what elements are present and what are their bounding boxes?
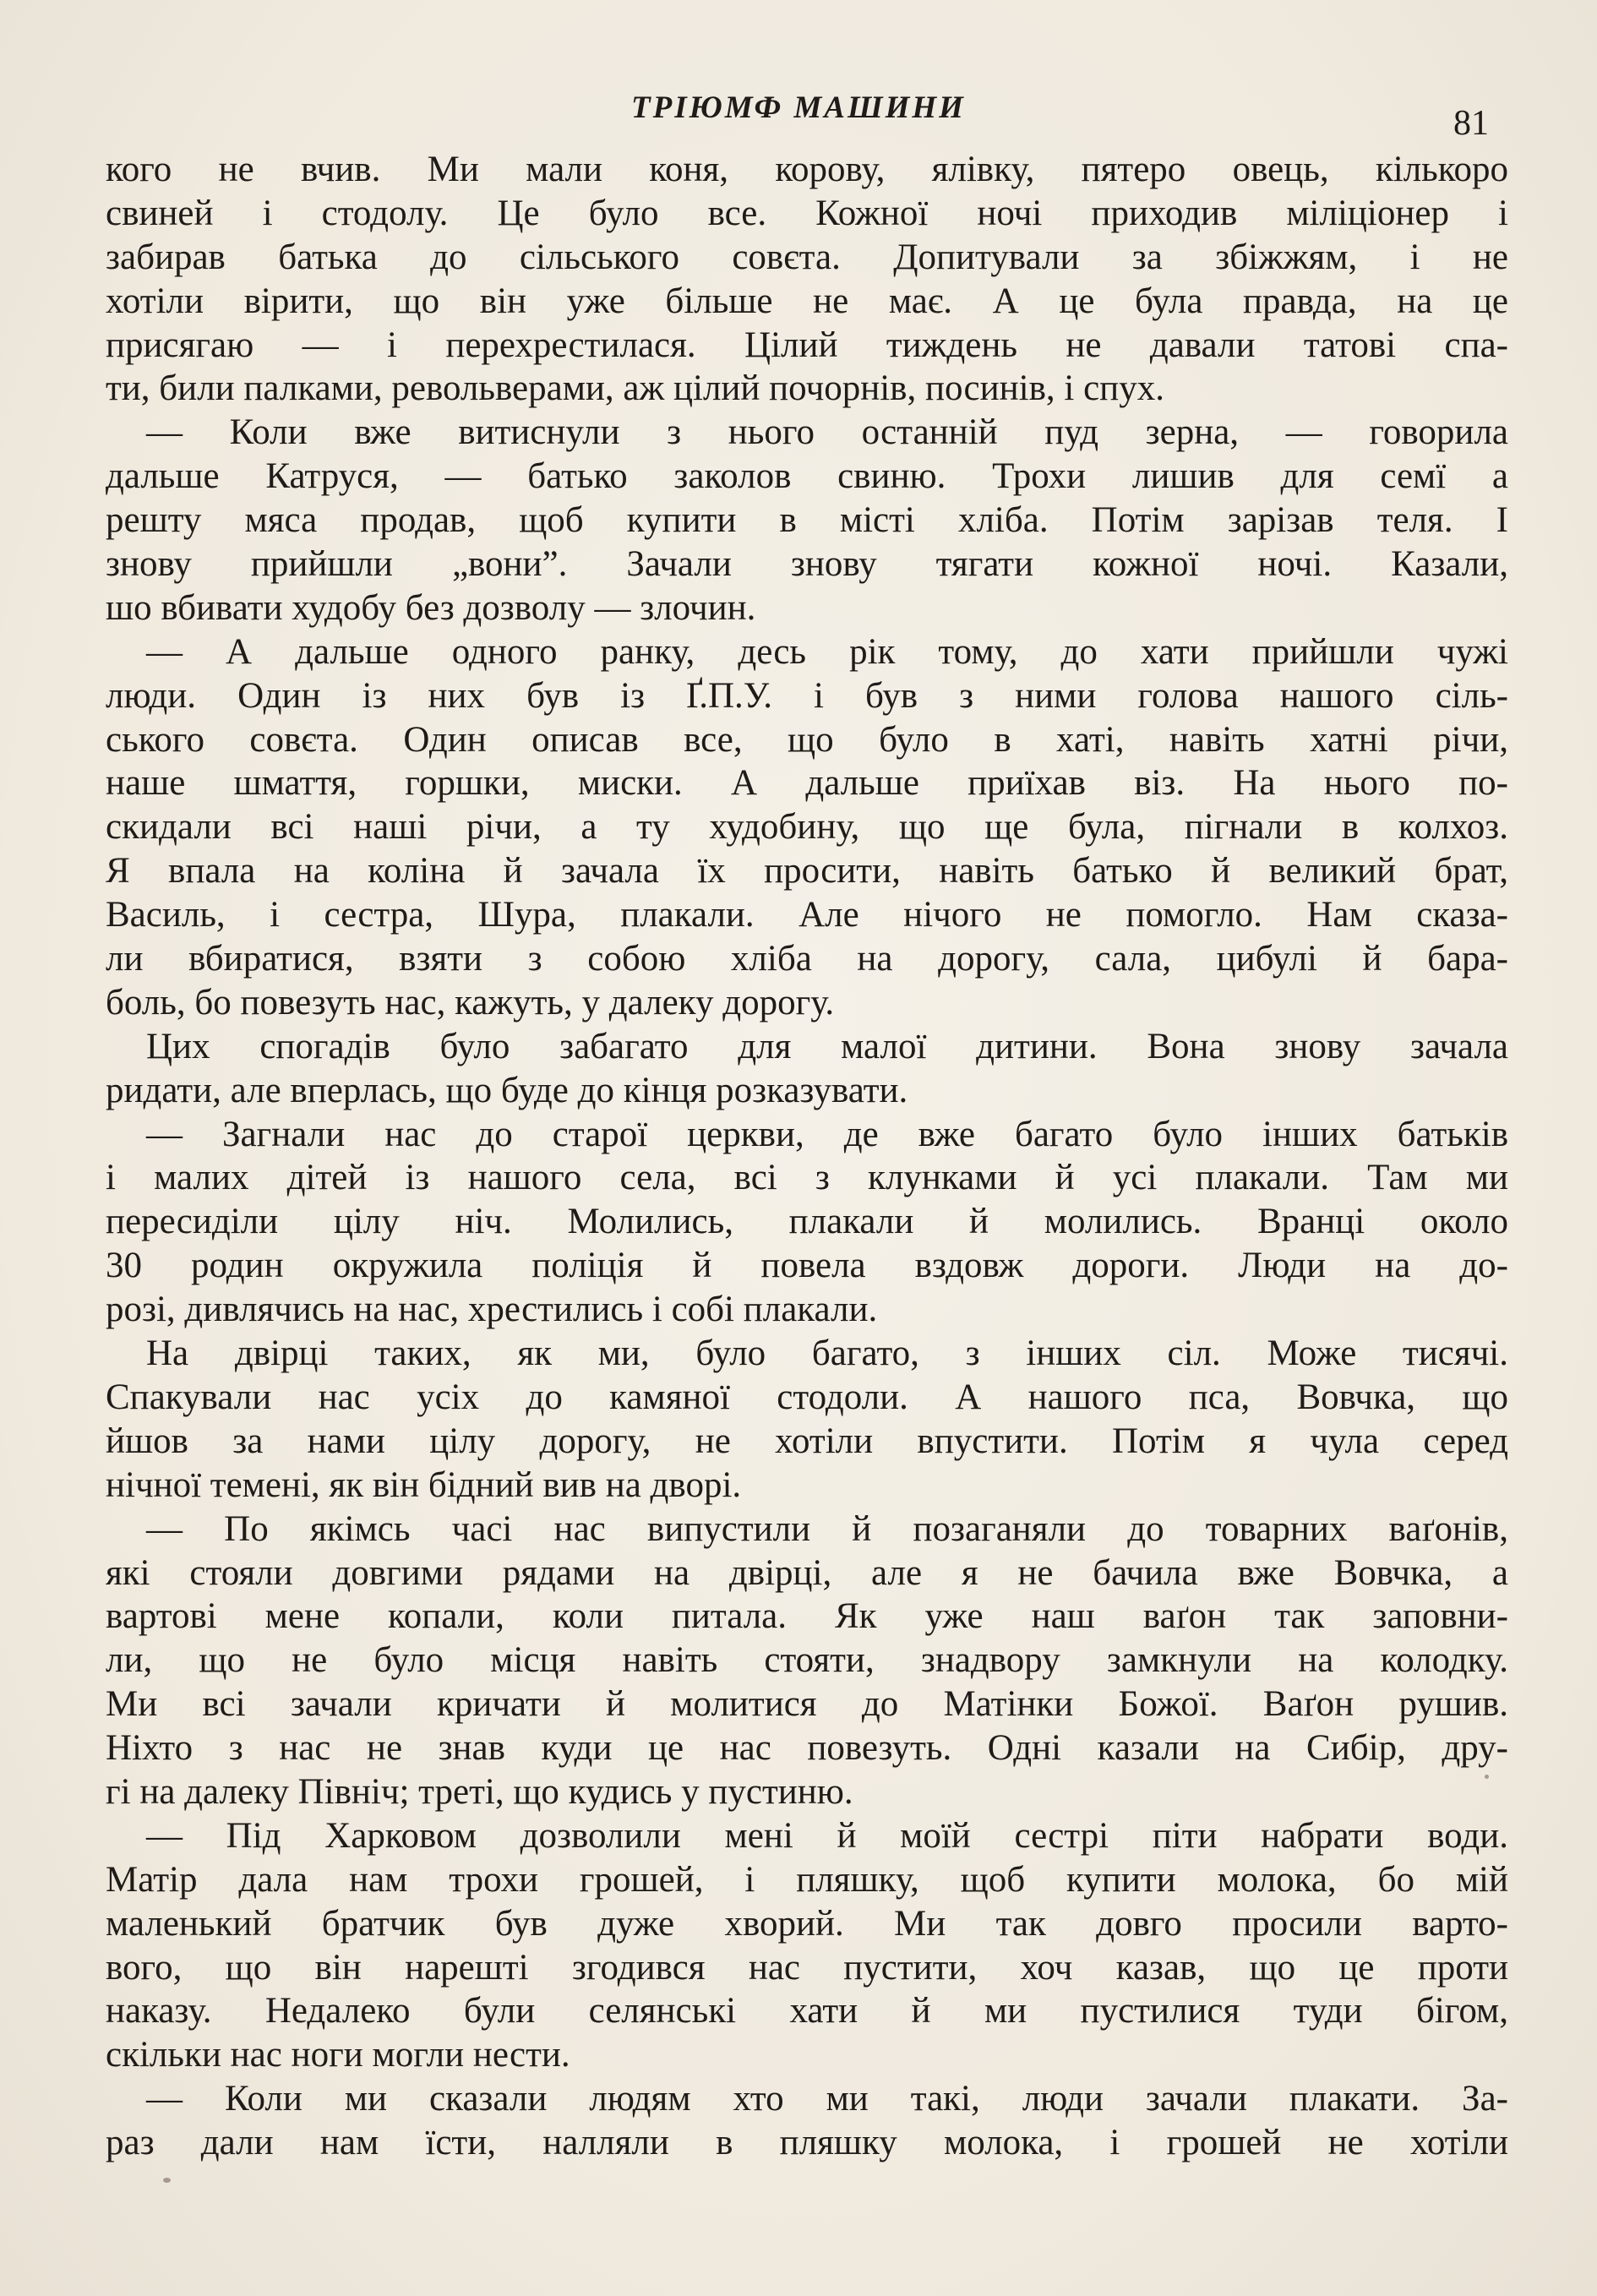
text-line: і малих дітей із нашого села, всі з клунками й усі плакали. Там ми <box>106 1158 1508 1198</box>
text-line: розі, дивлячись на нас, хрестились і собі плакали. <box>106 1290 878 1330</box>
text-line: дальше Катруся, — батько заколов свиню. Трохи лишив для семї а <box>106 456 1508 497</box>
text-line: — Коли ми сказали людям хто ми такі, люди зачали плакати. За- <box>146 2079 1508 2119</box>
text-line: які стояли довгими рядами на двірці, але я не бачила вже Вовчка, а <box>106 1552 1508 1593</box>
text-line: присягаю — і перехрестилася. Цілий тиждень не давали татові спа- <box>106 324 1508 365</box>
text-line: Спакували нас усіх до камяної стодоли. А нашого пса, Вовчка, що <box>106 1377 1508 1417</box>
text-line: 30 родин окружила поліція й повела вздовж дороги. Люди на до- <box>106 1246 1508 1286</box>
text-line: шо вбивати худобу без дозволу — злочин. <box>106 587 756 628</box>
text-line: наше шмаття, горшки, миски. А дальше приїхав віз. На нього по- <box>106 763 1508 804</box>
text-line: — Коли вже витиснули з нього останній пуд зерна, — говорила <box>146 412 1508 453</box>
text-line: пересиділи цілу ніч. Молились, плакали й молились. Вранці около <box>106 1202 1508 1242</box>
text-line: йшов за нами цілу дорогу, не хотіли впустити. Потім я чула серед <box>106 1421 1508 1461</box>
text-line: кого не вчив. Ми мали коня, корову, ялівку, пятеро овець, кількоро <box>106 150 1508 189</box>
paragraph <box>106 2077 1508 2165</box>
paragraph <box>106 1332 1508 1508</box>
text-line: — Загнали нас до старої церкви, де вже багато було інших батьків <box>146 1114 1508 1154</box>
text-line: маленький братчик був дуже хворий. Ми так довго просили варто- <box>106 1903 1508 1944</box>
paragraph <box>106 1814 1508 2077</box>
print-speck <box>163 2178 171 2183</box>
text-line: ського совєта. Один описав все, що було в хаті, навіть хатні річи, <box>106 719 1508 760</box>
text-line: гі на далеку Північ; треті, що кудись у пустиню. <box>106 1771 853 1812</box>
text-line: боль, бо повезуть нас, кажуть, у далеку дорогу. <box>106 982 835 1023</box>
text-line: вого, що він нарешті згодився нас пустити, хоч казав, що це проти <box>106 1947 1508 1988</box>
print-speck <box>1485 1775 1489 1779</box>
text-line: ли вбиратися, взяти з собою хліба на дорогу, сала, цибулі й бара- <box>106 939 1508 979</box>
text-line: На двірці таких, як ми, було багато, з інших сіл. Може тисячі. <box>146 1333 1508 1374</box>
text-line: Я впала на коліна й зачала їх просити, навіть батько й великий брат, <box>106 851 1508 892</box>
body-text <box>106 148 1508 2165</box>
text-line: хотіли вірити, що він уже більше не має. А це була правда, на це <box>106 281 1508 321</box>
paragraph <box>106 411 1508 630</box>
text-line: — Під Харковом дозволили мені й моїй сестрі піти набрати води. <box>146 1815 1508 1856</box>
page-number: 81 <box>1453 104 1489 143</box>
text-line: Ми всі зачали кричати й молитися до Матінки Божої. Ваґон рушив. <box>106 1684 1508 1725</box>
text-line: наказу. Недалеко були селянські хати й ми пустилися туди бігом, <box>106 1991 1508 2031</box>
paragraph <box>106 148 1508 411</box>
text-line: знову прийшли „вони”. Зачали знову тягати кожної ночі. Казали, <box>106 544 1508 585</box>
text-line: вартові мене копали, коли питала. Як уже наш ваґон так заповни- <box>106 1596 1508 1637</box>
paragraph <box>106 630 1508 1025</box>
text-line: Матір дала нам трохи грошей, і пляшку, щоб купити молока, бо мій <box>106 1859 1508 1900</box>
text-line: скидали всі наші річи, а ту худобину, що ще була, пігнали в колхоз. <box>106 807 1508 848</box>
text-line: Ніхто з нас не знав куди це нас повезуть. Одні казали на Сибір, дру- <box>106 1728 1508 1769</box>
text-line: — По якімсь часі нас випустили й позаганяли до товарних ваґонів, <box>146 1508 1508 1549</box>
text-line: решту мяса продав, щоб купити в місті хліба. Потім зарізав теля. І <box>106 500 1508 541</box>
paragraph <box>106 1025 1508 1113</box>
text-line: ти, били палками, револьверами, аж цілий почорнів, посинів, і спух. <box>106 368 1164 409</box>
text-line: раз дали нам їсти, налляли в пляшку молока, і грошей не хотіли <box>106 2123 1508 2163</box>
text-line: ли, що не було місця навіть стояти, знадвору замкнули на колодку. <box>106 1640 1508 1681</box>
text-line: люди. Один із них був із Ґ.П.У. і був з ними голова нашого сіль- <box>106 675 1508 716</box>
paragraph <box>106 1508 1508 1814</box>
text-line: забирав батька до сільського совєта. Допитували за збіжжям, і не <box>106 237 1508 277</box>
text-line: ридати, але вперлась, що буде до кінця розказувати. <box>106 1070 908 1110</box>
paragraph <box>106 1113 1508 1332</box>
text-line: — А дальше одного ранку, десь рік тому, до хати прийшли чужі <box>146 631 1508 672</box>
text-line: скільки нас ноги могли нести. <box>106 2035 570 2075</box>
text-line: нічної темені, як він бідний вив на дворі. <box>106 1464 742 1505</box>
text-line: Цих спогадів було забагато для малої дитини. Вона знову зачала <box>146 1026 1508 1066</box>
running-title: ТРІЮМФ МАШИНИ <box>631 90 966 125</box>
text-line: Василь, і сестра, Шура, плакали. Але нічого не помогло. Нам сказа- <box>106 895 1508 935</box>
text-line: свиней і стодолу. Це було все. Кожної ночі приходив міліціонер і <box>106 193 1508 233</box>
